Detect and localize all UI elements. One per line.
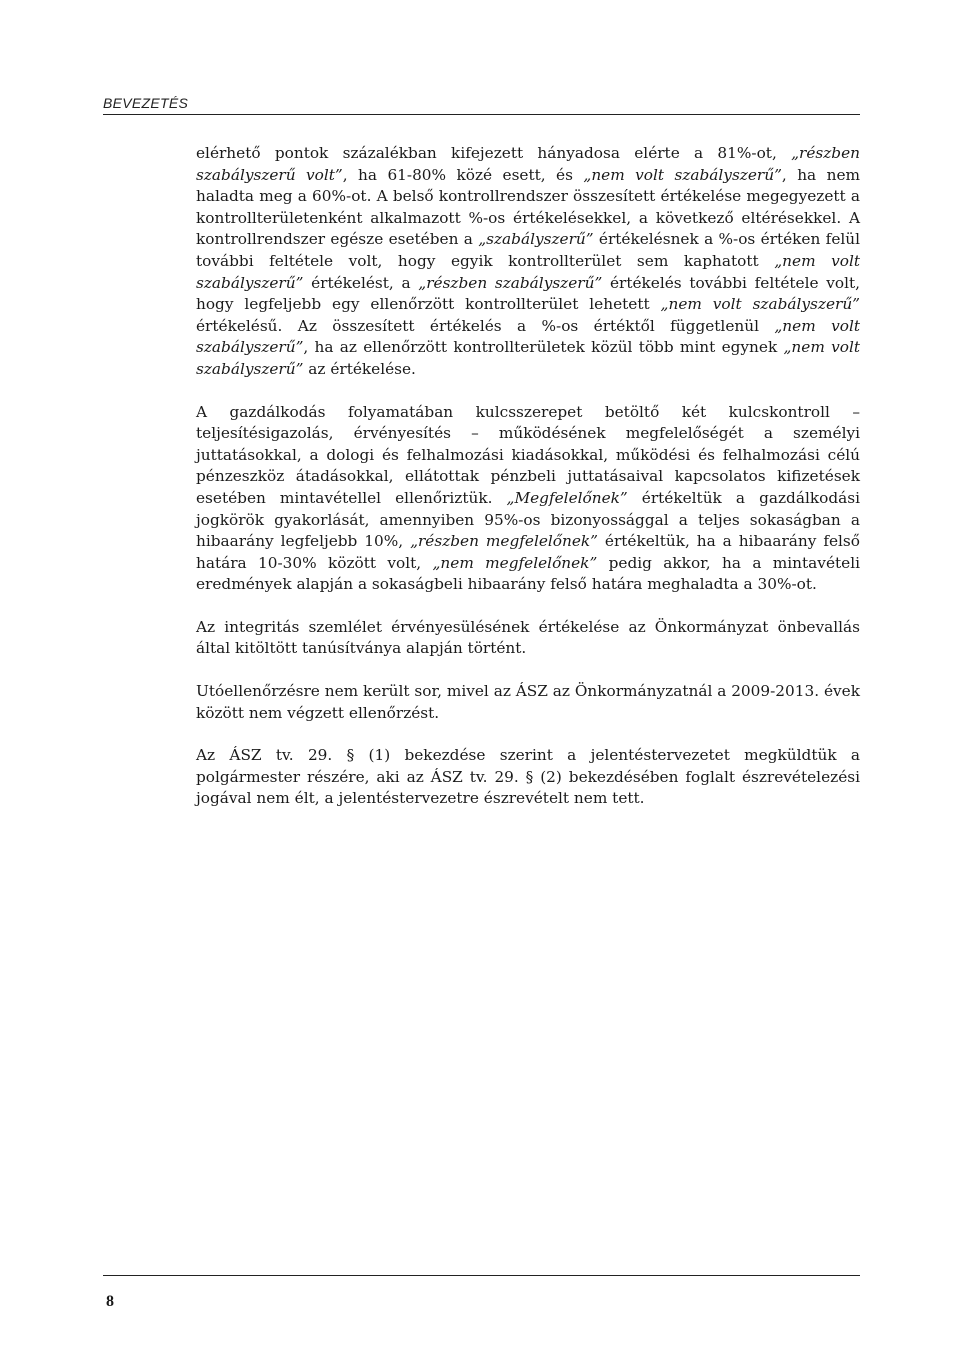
italic-term: „nem volt szabályszerű” (196, 338, 860, 378)
page-header (103, 93, 860, 115)
italic-term: „nem volt szabályszerű” (196, 316, 860, 357)
text-run: az értékelése. (303, 359, 416, 378)
text-run: értékeltük a gazdálkodási jogkörök gyakorlását, amennyiben 95%-os bizonyossággal a teljes sokaságban a hibaarány legfeljebb 10%, (196, 488, 860, 551)
text-run: értékelés további feltétele volt, hogy legfeljebb egy ellenőrzött kontrollterület lehetett (196, 273, 860, 314)
text-run: értékelésű. Az összesített értékelés a %-os értéktől függetlenül (196, 316, 775, 335)
text-run: értékelésnek a %-os értéken felül további feltétele volt, hogy egyik kontrollterület sem kaphatott (196, 230, 861, 270)
paragraph-key-controls (196, 402, 860, 596)
italic-term: „nem volt szabályszerű” (660, 295, 861, 314)
text-run: elérhető pontok százalékban kifejezett hányadosa elérte a 81%-ot, (196, 144, 792, 162)
text-run: , ha 61-80% közé esett, és (342, 165, 584, 184)
italic-term: „részben szabályszerű” (418, 273, 603, 292)
italic-term: „nem megfelelőnek” (432, 553, 598, 572)
page-footer-rule (103, 1275, 860, 1276)
document-body (196, 143, 860, 831)
text-run: , ha nem haladta meg a 60%-ot. A belső kontrollrendszer összesített értékelése megegyezett a kontrollterületenként alkalmazott %-os értékelésekkel, a következő eltérésekkel. A kontrollrendszer egésze esetében a (196, 165, 861, 249)
italic-term: „Megfelelőnek” (506, 488, 628, 507)
paragraph-evaluation-criteria (196, 143, 860, 381)
paragraph-integrity: Az integritás szemlélet érvényesülésének értékelése az Önkormányzat önbevallás által kitöltött tanúsítványa alapján történt. (196, 617, 860, 658)
text-run: A gazdálkodás folyamatában kulcsszerepet betöltő két kulcskontroll – teljesítésigazolás, érvényesítés – működésének megfelelőségét a személyi juttatásokkal, a dologi és felhalmozási kiadásokkal, működési és felhalmozási célú pénzeszköz átadásokkal, ellátottak pénzbeli juttatásaival kapcsolatos kifizetések esetében mintavétellel ellenőriztük. (196, 402, 860, 507)
section-title: BEVEZETÉS (103, 95, 189, 111)
text-run: értékeltük, ha a hibaarány felső határa 10-30% között volt, (196, 532, 860, 572)
text-run: , ha az ellenőrzött kontrollterületek közül több mint egynek (303, 338, 784, 357)
paragraph-follow-up: Utóellenőrzésre nem került sor, mivel az ÁSZ az Önkormányzatnál a 2009-2013. évek között nem végzett ellenőrzést. (196, 682, 860, 722)
italic-term: „részben megfelelőnek” (410, 532, 598, 551)
text-run: értékelést, a (303, 273, 419, 292)
italic-term: „részben szabályszerű volt” (196, 144, 860, 184)
italic-term: „szabályszerű” (478, 230, 594, 249)
page-number: 8 (106, 1293, 114, 1310)
text-run: pedig akkor, ha a mintavételi eredmények alapján a sokaságbeli hibaarány felső határa meghaladta a 30%-ot. (196, 553, 860, 594)
italic-term: „nem volt szabályszerű” (196, 251, 861, 292)
paragraph-draft-report: Az ÁSZ tv. 29. § (1) bekezdése szerint a jelentéstervezetet megküldtük a polgármester részére, aki az ÁSZ tv. 29. § (2) bekezdésében foglalt észrevételezési jogával nem élt, a jelentéstervezetre észrevételt nem tett. (196, 746, 860, 808)
italic-term: „nem volt szabályszerű” (583, 165, 782, 184)
